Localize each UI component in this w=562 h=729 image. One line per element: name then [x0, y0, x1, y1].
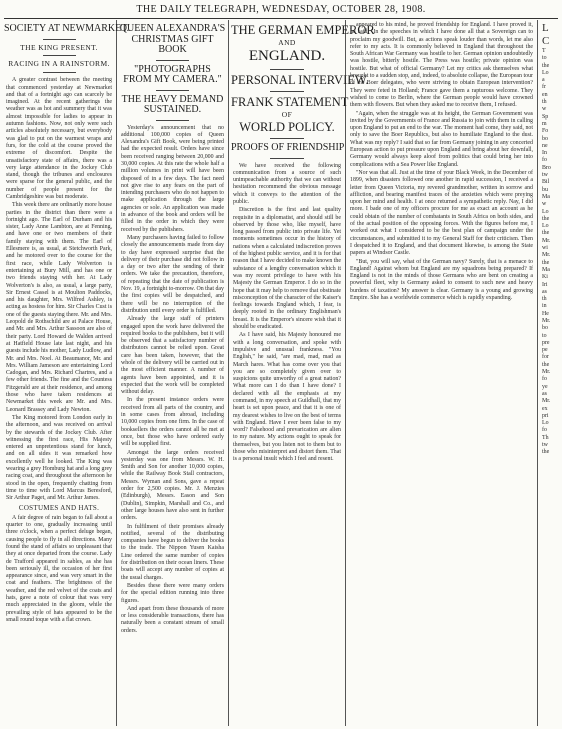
- rule: [156, 90, 188, 91]
- paragraph: We have received the following communication from a source of such unimpeachable authority that we can without hesitation recommend the obvious message which it conveys to the attention of the public.: [233, 162, 341, 205]
- paragraph: The King motored from London early in the afternoon, and was received on arrival by the stewards of the Jockey Club. After witnessing the first race, His Majesty entered an unpretentious stand for lunch, and on all sides it was remarked how excellently well he looked. The King was wearing a grey Homburg hat and a long grey racing coat, and throughout the afternoon he stood in the open, frequently chatting from time to time with Lord Marcus Beresford, Sir Arthur Paget, and Mr. Arthur James.: [6, 414, 112, 502]
- text-fragment: Bil: [542, 179, 550, 186]
- text-fragment: fo: [542, 376, 547, 383]
- deck: WORLD POLICY.: [239, 119, 335, 134]
- text-fragment: the: [542, 230, 550, 237]
- quote-headline: "PHOTOGRAPHS FROM MY CAMERA.": [123, 63, 222, 85]
- text-fragment: pre: [542, 339, 550, 346]
- headline-and: AND: [278, 38, 296, 48]
- text-fragment: the: [542, 215, 550, 222]
- text-fragment: ye: [542, 383, 548, 390]
- text-fragment: pri: [542, 412, 549, 419]
- text-fragment: th: [542, 99, 547, 106]
- headline: THE GERMAN EMPEROR: [231, 23, 375, 37]
- article-body: [6, 77, 112, 624]
- deck: PROOFS OF FRIENDSHIP: [231, 142, 345, 153]
- rule: [43, 39, 76, 40]
- column-divider: [345, 20, 346, 726]
- article-continuation: [348, 22, 535, 725]
- text-fragment: Ma: [542, 193, 550, 200]
- deck: FRANK STATEMENT: [231, 94, 349, 109]
- text-fragment: In: [542, 150, 547, 157]
- text-fragment: Lo: [542, 223, 549, 230]
- text-fragment: He: [542, 310, 549, 317]
- text-fragment: Mr.: [542, 369, 551, 376]
- article-german-emperor: [231, 22, 375, 725]
- paragraph: A greater contrast between the meeting that commenced yesterday at Newmarket and that of a fortnight ago can scarcely be imagined. At the recent gatherings the weather was as hot and summery that it was almost impossible for ladies to appear in autumn fashions. Now, not only were such articles absolutely necessary, but everybody was glad to put on the warmest wraps and furs, for the cold at the course proved the extreme of discomfort. Despite the unsatisfactory state of affairs, there was a very large attendance in the Jockey Club stand, though the tribunes and enclosures were sparse for the general public, and the number of people present for the Cambridgeshire was but moderate.: [6, 77, 112, 200]
- subhead: THE KING PRESENT.: [20, 42, 98, 52]
- paragraph: A fair degree of rain began to fall about a quarter to one, gradually increasing until three o'clock, when a perfect deluge began, causing people to fly in all directions. Many found the stand of affairs so unpleasant that they at once departed from the course. Lady de Trafford appeared in sables, as she has been seriously ill, the occasion of her first appearance since, and was very smart in the coat and feathers. The brightness of the weather, and the red velvet of the coats and hats, gave a note of colour that was very much appreciated in the gloom, while the prevailing style of hats appeared to be the small round toque with a flat crown.: [6, 514, 112, 623]
- text-fragment: Ki: [542, 274, 548, 281]
- text-fragment: for: [542, 354, 549, 361]
- article-body: [121, 125, 224, 635]
- masthead-rule: [4, 18, 558, 19]
- text-fragment: L: [542, 22, 549, 34]
- rule: [43, 55, 76, 56]
- rule: [270, 138, 304, 139]
- section-subhead: COSTUMES AND HATS.: [18, 504, 100, 513]
- text-fragment: Mr.: [542, 237, 551, 244]
- text-fragment: bo: [542, 325, 548, 332]
- text-fragment: m: [542, 120, 547, 127]
- subhead: THE HEAVY DEMAND SUSTAINED.: [121, 93, 224, 115]
- article-body: [542, 22, 560, 457]
- text-fragment: the: [542, 361, 550, 368]
- article-society-at-newmarket: [4, 22, 130, 725]
- rule: [43, 72, 76, 73]
- text-fragment: a: [542, 77, 545, 84]
- text-fragment: Mr.: [542, 317, 551, 324]
- rule: [270, 158, 304, 159]
- rule: [156, 120, 188, 121]
- text-fragment: the: [542, 449, 550, 456]
- paragraph: Already the large staff of printers engaged upon the work have delivered the required books to the publishers, but it will be observed that a satisfactory number of distributors cannot be relied upon. Great care has been taken, however, that the whole of the delivery will be carried out in the most efficient manner. A number of agents have been appointed, and it is expected that the work will be completed without delay.: [121, 316, 224, 396]
- text-fragment: as: [542, 288, 547, 295]
- paragraph: In the present instance orders were received from all parts of the country, and in some cases from abroad, including 10,000 copies from one firm. In the case of booksellers the orders cannot all be met at once, but those who have ordered early will be supplied first.: [121, 397, 224, 448]
- paragraph: This week there are ordinarily more house parties in the district than there were a fortnight ago. The Earl of Durham and his sister, Lady Anne Lambton, are at Fenning, and have one or two members of their family staying with them. The Earl of Ellesmere is, as usual, at Stetchworth Park, and he motored over to the course for the first race, while Lady Wolverton is entertaining at Bury Mill, and has one or two friends staying with her. At Lady Wolverton's is also, as usual, a large party, Sir Ernest Cassel is at Moulton Paddocks, and his daughter, Mrs. Wilfred Ashley, is acting as hostess for him. Sir Charles Cust is one of the guests staying there. Mr. and Mrs. Leopold de Rothschild are at Palace House, and Mr. and Mrs. Arthur Sassoon are also of their party. Lord Howard de Walden arrived at Hatfield House late last night, and his guests include his mother, Lady Ludlow, and Mr. and Mrs. Noel. At Beaumanor, Mr. and Mrs. William Jameson are entertaining Lord Cadogan, and Mrs. Richard Chartres, and a few other friends. The fine and the Countess Fitzgerald are at their residence, and among those who have taken residences at Newmarket this week are Mr. and Mrs. Leonard Brassey and Lady Newton.: [6, 202, 112, 413]
- text-fragment: th: [542, 296, 547, 303]
- text-fragment: fr: [542, 84, 546, 91]
- rule: [270, 69, 304, 70]
- paragraph: Many purchasers having failed to follow closely the announcements made from day to day have expressed surprise that the delivery of their purchase did not follow in a day or two after the sending of their orders. We take the precaution, therefore, of repeating that the date of publication is Nov. 19, a fortnight to-morrow. On that day the first copies will be despatched, and there will be no interruption of the distribution until every order is fulfilled.: [121, 234, 224, 314]
- text-fragment: Lo: [542, 420, 549, 427]
- text-fragment: Mr.: [542, 398, 551, 405]
- paragraph: Besides these there were many orders for the special edition running into three figures.: [121, 582, 224, 604]
- text-fragment: C: [542, 35, 550, 47]
- text-fragment: bo: [542, 135, 548, 142]
- text-fragment: en: [542, 91, 548, 98]
- paragraph: "But, you will say, what of the German navy? Surely, that is a menace to England! Against whom but England are my squadrons being prepared? If England is not in the minds of those Germans who are bent on creating a powerful fleet, why is Germany asked to consent to such new and heavy burdens of taxation? My answer is clear. Germany is a young and growing Empire. She has a worldwide commerce which is rapidly expanding.: [350, 258, 533, 301]
- subhead: PERSONAL INTERVIEW.: [231, 72, 369, 87]
- masthead: [0, 0, 562, 20]
- rule: [270, 91, 304, 92]
- text-fragment: T: [542, 48, 546, 54]
- text-fragment: to: [542, 55, 547, 62]
- text-fragment: ex: [542, 405, 548, 412]
- paragraph: As I have said, his Majesty honoured me with a long conversation, and spoke with impulsive and unusual frankness. "You English," he said, "are mad, mad, mad as March hares. What has come over you that you are so completely given over to suspicions quite unworthy of a great nation? What more can I do than I have done? I declared with all the emphasis at my command, in my speech at Guildhall, that my heart is set upon peace, and that it is one of my dearest wishes to live on the best of terms with England. Have I ever been false to my word? Falsehood and prevarication are alien to my nature. My actions ought to speak for themselves, but you listen not to them but to those who misinterpret and distort them. That is a personal insult which I feel and resent.: [233, 332, 341, 463]
- text-fragment: tw: [542, 172, 548, 179]
- text-fragment: Ma: [542, 266, 550, 273]
- deck-of: OF: [281, 110, 293, 119]
- text-fragment: Th: [542, 434, 549, 441]
- headline: SOCIETY AT NEWMARKET.: [4, 23, 130, 34]
- text-fragment: ne: [542, 142, 548, 149]
- text-fragment: Mr.: [542, 252, 551, 259]
- paragraph: "Again, when the struggle was at its height, the German Government was invited by the Governments of France and Russia to join with them in calling upon England to put an end to the war. The moment had come, they said, not only to save the Boer Republics, but also to humiliate England to the dust. What was my reply? I said that so far from Germany joining in any concerted European action to put pressure upon England and bring about her downfall, Germany would always keep aloof from politics that could bring her into complications with a Sea Power like England.: [350, 110, 533, 168]
- paragraph: In fulfilment of their promises already notified, several of the distributing companies have begun to deliver the books to the trade. The Nippon Yusen Kaisha Line ordered the same number of copies for distribution on their ocean liners. These boats will accept any number of copies at the usual charges.: [121, 523, 224, 581]
- headline: QUEEN ALEXANDRA'S CHRISTMAS GIFT BOOK: [119, 23, 226, 55]
- rule: [156, 60, 188, 61]
- text-fragment: Iri: [542, 281, 548, 288]
- article-cutoff-column: [540, 22, 562, 725]
- article-body: [233, 163, 341, 464]
- column-divider: [537, 20, 538, 726]
- article-gift-book: [119, 22, 226, 725]
- text-fragment: the: [542, 62, 550, 69]
- text-fragment: wi: [542, 245, 548, 252]
- text-fragment: fo: [542, 157, 547, 164]
- article-body: [350, 22, 533, 302]
- headline: ENGLAND.: [248, 48, 326, 64]
- text-fragment: Lo: [542, 208, 549, 215]
- text-fragment: Bro: [542, 164, 551, 171]
- text-fragment: pe: [542, 347, 548, 354]
- paragraph: appeared to his mind, he proved friendship for England. I have proved it, he said, "In the speeches in which I have done all that a Sovereign can to proclaim my goodwill. But, as actions speak louder than words, let me also refer to my acts. It is commonly believed in England that throughout the South African War Germany was hostile to her. German opinion undoubtedly was hostile, bitterly hostile. The Press was hostile; private opinion was hostile. But what of official Germany? Let my critics ask themselves what brought to a sudden stop, and, indeed, to absolute collapse, the European tour of the Boer delegates, who were striving to obtain European intervention? They were feted in Holland; France gave them a rapturous welcome. They wished to come to Berlin, where the German people would have crowned them with flowers. But when they asked me to receive them, I refused.: [350, 22, 533, 109]
- paragraph: "Nor was that all. Just at the time of your Black Week, in the December of 1899, when disasters followed one another in rapid succession, I received a letter from Queen Victoria, my revered grandmother, written in sorrow and affliction, and bearing manifest traces of the anxieties which were preying upon her mind and health. I at once returned a sympathetic reply. Nay, I did more. I bade one of my officers procure for me as exact an account as he could obtain of the number of combatants in South Africa on both sides, and of the actual position of the opposing forces. With the figures before me, I worked out what I considered to be the best plan of campaign under the circumstances, and submitted it to my General Staff for their criticism. Then I despatched it to England, and that document likewise, is among the State papers at Windsor Castle.: [350, 169, 533, 257]
- text-fragment: Fo: [542, 128, 549, 135]
- text-fragment: as: [542, 390, 547, 397]
- text-fragment: in: [542, 303, 547, 310]
- masthead-title: THE DAILY TELEGRAPH, WEDNESDAY, OCTOBER 28, 1908.: [136, 4, 426, 15]
- text-fragment: the: [542, 259, 550, 266]
- column-divider: [228, 20, 229, 726]
- text-fragment: fo: [542, 427, 547, 434]
- deck: RACING IN A RAINSTORM.: [8, 59, 110, 69]
- text-fragment: bu: [542, 186, 548, 193]
- text-fragment: w: [542, 106, 547, 113]
- text-fragment: tw: [542, 442, 548, 449]
- paragraph: Yesterday's announcement that no additional 100,000 copies of Queen Alexandra's Gift Book, were being printed had the expected result. Orders have since been received ranging between 20,000 and 30,000 copies. At this rate the whole half a million volumes in print will have been disposed of in a few days. The fact need not give rise to any fears on the part of intending purchasers who do not happen to make application through the large agencies or sole. An application was made in advance of the book and orders will be filled in the order in which they were received by the publishers.: [121, 124, 224, 233]
- text-fragment: Sp: [542, 113, 549, 120]
- column-divider: [116, 20, 117, 726]
- paragraph: Discretion is the first and last quality requisite in a diplomatist, and should still be observed by those who, like myself, have long passed from public into private life. Yet moments sometimes occur in the history of nations when a calculated indiscretion proves of the highest public service, and it is for that reason that I have decided to make known the substance of a lengthy conversation which it was my recent privilege to have with his Majesty the German Emperor. I do so in the hope that it may help to remove that obstinate misconception of the character of the Kaiser's feelings towards England which, I fear, is deeply rooted in the ordinary Englishman's breast. It is the Emperor's sincere wish that it should be eradicated.: [233, 207, 341, 331]
- text-fragment: to: [542, 332, 547, 339]
- paragraph: Amongst the large orders received yesterday was one from Messrs. W. H. Smith and Son for another 10,000 copies, while the Railway Book Stall contractors, Messrs. Wyman and Sons, gave a repeat order for 2,500 copies. Mr. J. Menzies (Edinburgh), Messrs. Eason and Son (Dublin), Simpkin, Marshall and Co., and other large houses have also sent in further orders.: [121, 449, 224, 522]
- paragraph: And apart from these thousands of more or less considerable transactions, there has naturally been a constant stream of small orders.: [121, 605, 224, 634]
- text-fragment: Lo: [542, 69, 549, 76]
- text-fragment: w: [542, 201, 547, 208]
